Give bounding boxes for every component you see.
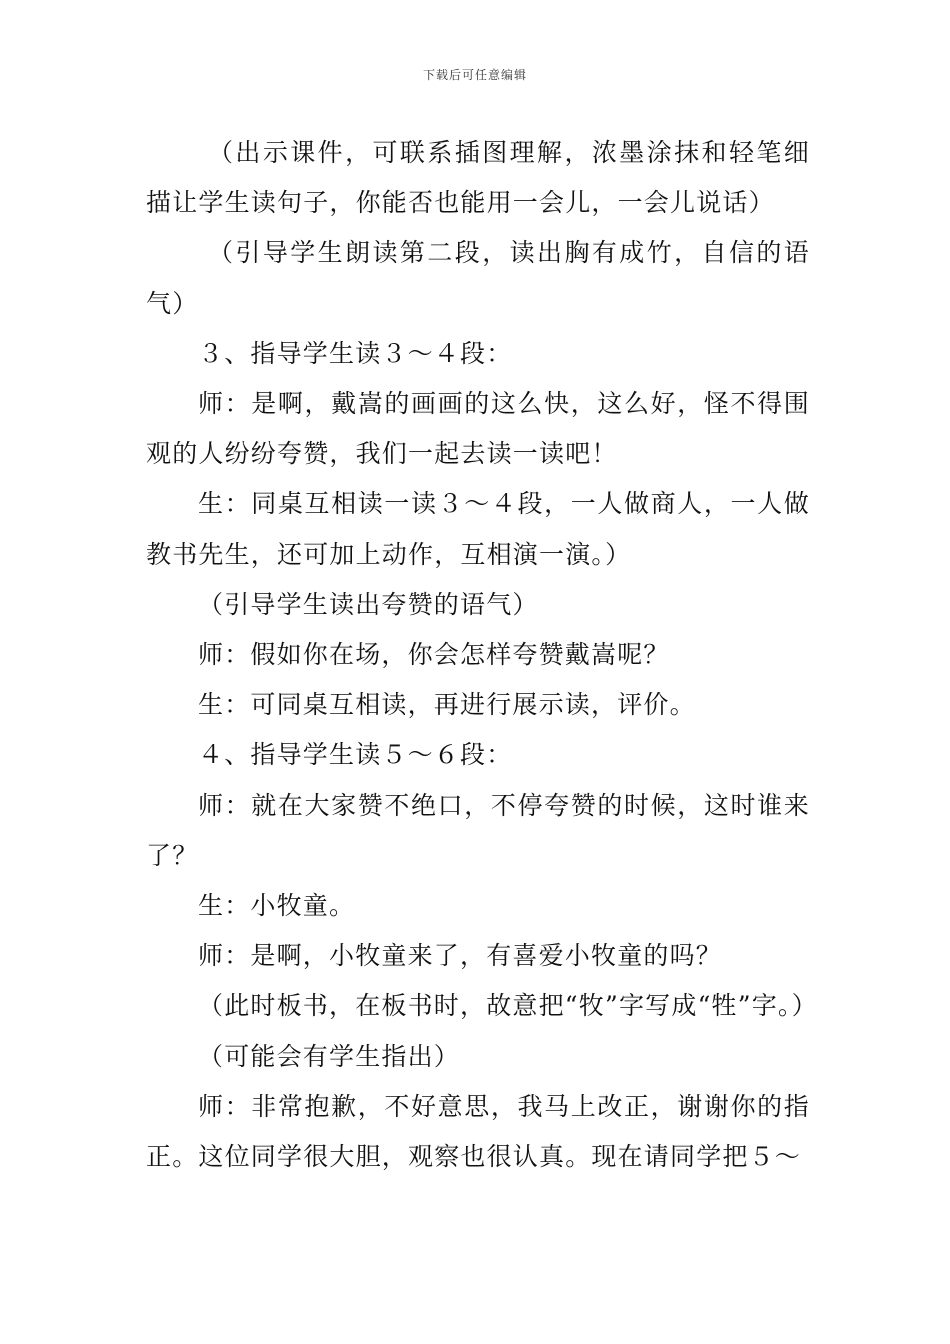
- paragraph-15: 师：非常抱歉，不好意思，我马上改正，谢谢你的指正。这位同学很大胆，观察也很认真。现在请同学把５～: [146, 1091, 810, 1172]
- paragraph-8: 生：可同桌互相读，再进行展示读，评价。: [198, 690, 696, 720]
- paragraph-6: （引导学生读出夸赞的语气）: [198, 589, 539, 619]
- paragraph-5: 生：同桌互相读一读３～４段，一人做商人，一人做教书先生，还可加上动作，互相演一演。）: [146, 489, 810, 569]
- paragraph-4: 师：是啊，戴嵩的画画的这么快，这么好，怪不得围观的人纷纷夸赞，我们一起去读一读吧！: [146, 389, 810, 469]
- paragraph-11: 生：小牧童。: [198, 891, 356, 921]
- paragraph-13: （此时板书，在板书时，故意把“牧”字写成“牲”字。）: [198, 991, 818, 1021]
- paragraph-9: ４、指导学生读５～６段：: [198, 740, 513, 770]
- paragraph-12: 师：是啊，小牧童来了，有喜爱小牧童的吗？: [198, 941, 723, 971]
- paragraph-10: 师：就在大家赞不绝口，不停夸赞的时候，这时谁来了？: [146, 790, 810, 870]
- paragraph-7: 师：假如你在场，你会怎样夸赞戴嵩呢？: [198, 640, 670, 670]
- page-header: 下载后可任意编辑: [422, 68, 527, 82]
- paragraph-2: （引导学生朗读第二段，读出胸有成竹，自信的语气）: [146, 238, 810, 318]
- paragraph-1: （出示课件，可联系插图理解，浓墨涂抹和轻笔细描让学生读句子，你能否也能用一会儿，一会儿说话）: [146, 138, 810, 218]
- paragraph-3: ３、指导学生读３～４段：: [198, 338, 513, 368]
- paragraph-14: （可能会有学生指出）: [198, 1041, 461, 1071]
- document-body: [146, 128, 818, 1182]
